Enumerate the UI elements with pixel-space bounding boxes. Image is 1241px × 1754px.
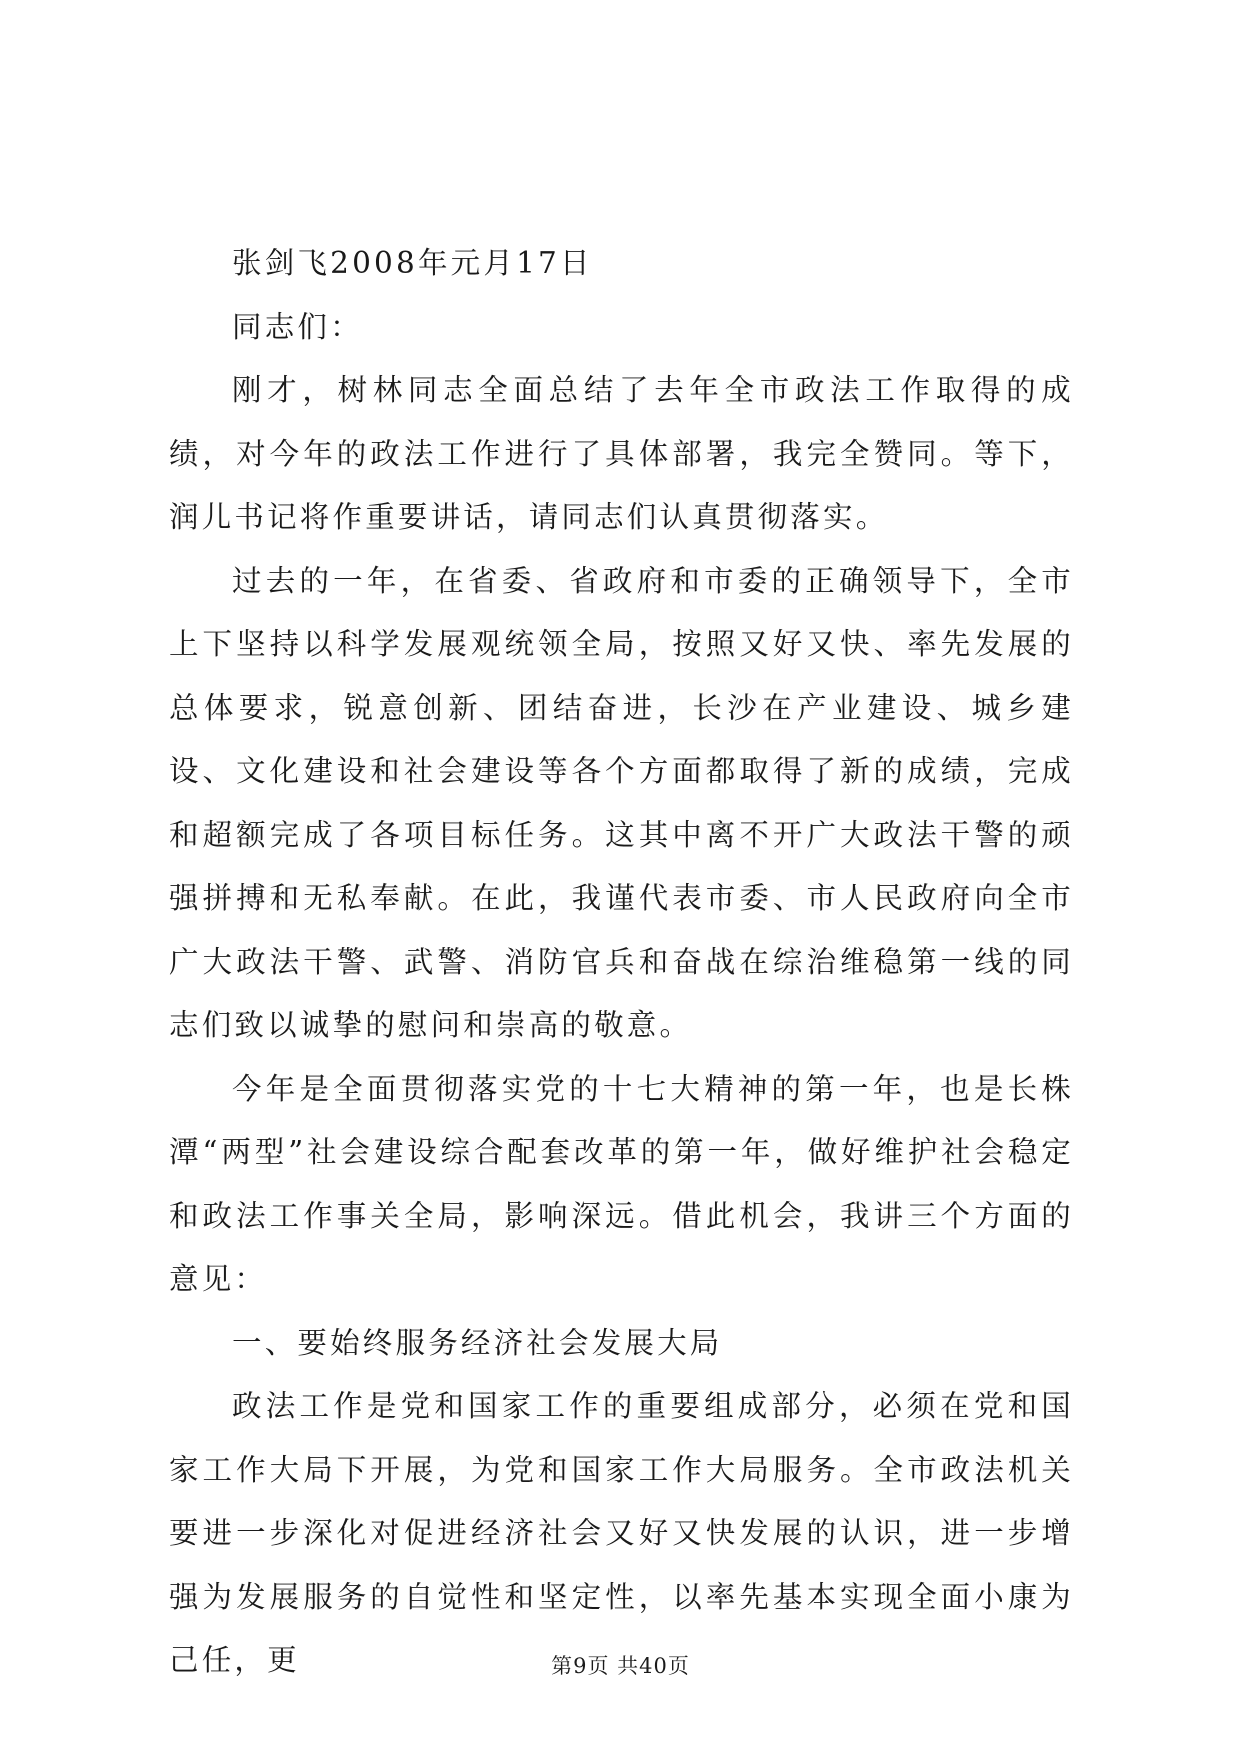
document-body [169,232,1074,1693]
section-heading-1: 一、要始终服务经济社会发展大局 [232,1325,723,1360]
salutation: 同志们： [232,309,363,344]
paragraph-opening: 刚才，树林同志全面总结了去年全市政法工作取得的成绩，对今年的政法工作进行了具体部署，我完全赞同。等下，润儿书记将作重要讲话，请同志们认真贯彻落实。 [169,373,1074,534]
author-date-line: 张剑飞2008年元月17日 [232,246,593,280]
paragraph-this-year: 今年是全面贯彻落实党的十七大精神的第一年，也是长株潭“两型”社会建设综合配套改革的第一年，做好维护社会稳定和政法工作事关全局，影响深远。借此机会，我讲三个方面的意见： [169,1071,1074,1296]
paragraph-past-year: 过去的一年，在省委、省政府和市委的正确领导下，全市上下坚持以科学发展观统领全局，按照又好又快、率先发展的总体要求，锐意创新、团结奋进，长沙在产业建设、城乡建设、文化建设和社会建设等各个方面都取得了新的成绩，完成和超额完成了各项目标任务。这其中离不开广大政法干警的顽强拼搏和无私奉献。在此，我谨代表市委、市人民政府向全市广大政法干警、武警、消防官兵和奋战在综治维稳第一线的同志们致以诚挚的慰问和崇高的敬意。 [169,563,1074,1042]
paragraph-section-1: 政法工作是党和国家工作的重要组成部分，必须在党和国家工作大局下开展，为党和国家工作大局服务。全市政法机关要进一步深化对促进经济社会又好又快发展的认识，进一步增强为发展服务的自觉性和坚定性，以率先基本实现全面小康为己任，更 [169,1389,1074,1677]
page-number-footer: 第9页 共40页 [551,1654,690,1678]
